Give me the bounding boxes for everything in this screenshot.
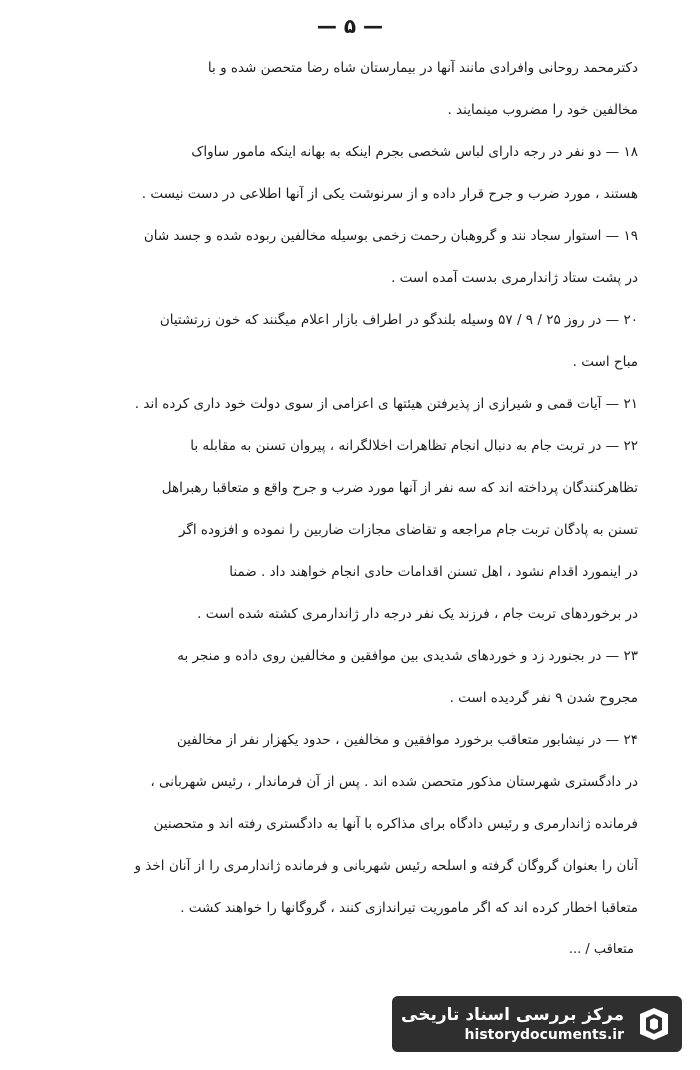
paragraph-line: دکترمحمد روحانی وافرادی مانند آنها در بیمارستان شاه رضا متحصن شده و با — [207, 60, 638, 76]
paragraph-line: آنان را بعنوان گروگان گرفته و اسلحه رئیس شهربانی و فرمانده ژاندارمری را از آنان اخذ و — [134, 858, 638, 874]
paragraph-line: در دادگستری شهرستان مذکور متحصن شده اند . پس از آن فرماندار ، رئیس شهربانی ، — [150, 774, 638, 790]
footer-text — [401, 1004, 624, 1044]
paragraph-line: تظاهرکنندگان پرداخته اند که سه نفر از آنها مورد ضرب و جرح واقع و متعاقبا رهبراهل — [161, 480, 638, 496]
paragraph-line: ۲۳ — در بجنورد زد و خوردهای شدیدی بین موافقین و مخالفین روی داده و منجر به — [177, 648, 638, 664]
paragraph-line: ۲۴ — در نیشابور متعاقب برخورد موافقین و مخالفین ، حدود یکهزار نفر از مخالفین — [176, 732, 638, 748]
paragraph-line: ۱۸ — دو نفر در رجه دارای لباس شخصی بجرم اینکه به بهانه اینکه مامور ساواک — [191, 144, 638, 160]
paragraph-line: مجروح شدن ۹ نفر گردیده است . — [449, 690, 638, 706]
paragraph-line: فرمانده ژاندارمری و رئیس دادگاه برای مذاکره با آنها به دادگستری رفته اند و متحصنین — [153, 816, 638, 832]
paragraph-line: ۲۲ — در تربت جام به دنبال انجام تظاهرات اخلالگرانه ، پیروان تسنن به مقابله با — [190, 438, 638, 454]
paragraph-line: مباح است . — [572, 354, 638, 370]
paragraph-line: در پشت ستاد ژاندارمری بدست آمده است . — [391, 270, 638, 286]
paragraph-line: تسنن به پادگان تربت جام مراجعه و تقاضای مجازات ضاربین را نموده و افزوده اگر — [178, 522, 638, 538]
paragraph-line: ۲۰ — در روز ۲۵ / ۹ / ۵۷ وسیله بلندگو در اطراف بازار اعلام میگنند که خون زرتشتیان — [159, 312, 638, 328]
paragraph-line: مخالفین خود را مضروب مینمایند . — [447, 102, 638, 118]
archive-book-icon — [634, 1004, 674, 1044]
document-body — [66, 58, 638, 957]
paragraph-line: متعاقبا اخطار کرده اند که اگر ماموریت تیراندازی کنند ، گروگانها را خواهند کشت . — [180, 900, 638, 916]
paragraph-line: هستند ، مورد ضرب و جرح قرار داده و از سرنوشت یکی از آنها اطلاعی در دست نیست . — [141, 186, 638, 202]
watermark-footer[interactable] — [392, 996, 682, 1052]
footer-title: مرکز بررسی اسناد تاریخی — [401, 1005, 624, 1025]
paragraph-line: در اینمورد اقدام نشود ، اهل تسنن اقدامات حادی انجام خواهند داد . ضمنا — [229, 564, 638, 580]
page-number: — ۵ — — [316, 14, 384, 38]
paragraph-line: ۲۱ — آیات قمی و شیرازی از پذیرفتن هیئتها ی اعزامی از سوی دولت خود داری کرده اند . — [134, 396, 638, 412]
paragraph-line: ۱۹ — استوار سجاد نند و گروهبان رحمت زخمی بوسیله مخالفین ربوده شده و جسد شان — [143, 228, 638, 244]
continued-note: متعاقب / ... — [568, 942, 634, 957]
footer-url: historydocuments.ir — [464, 1027, 624, 1043]
paragraph-line: در برخوردهای تربت جام ، فرزند یک نفر درجه دار ژاندارمری کشته شده است . — [197, 606, 638, 622]
